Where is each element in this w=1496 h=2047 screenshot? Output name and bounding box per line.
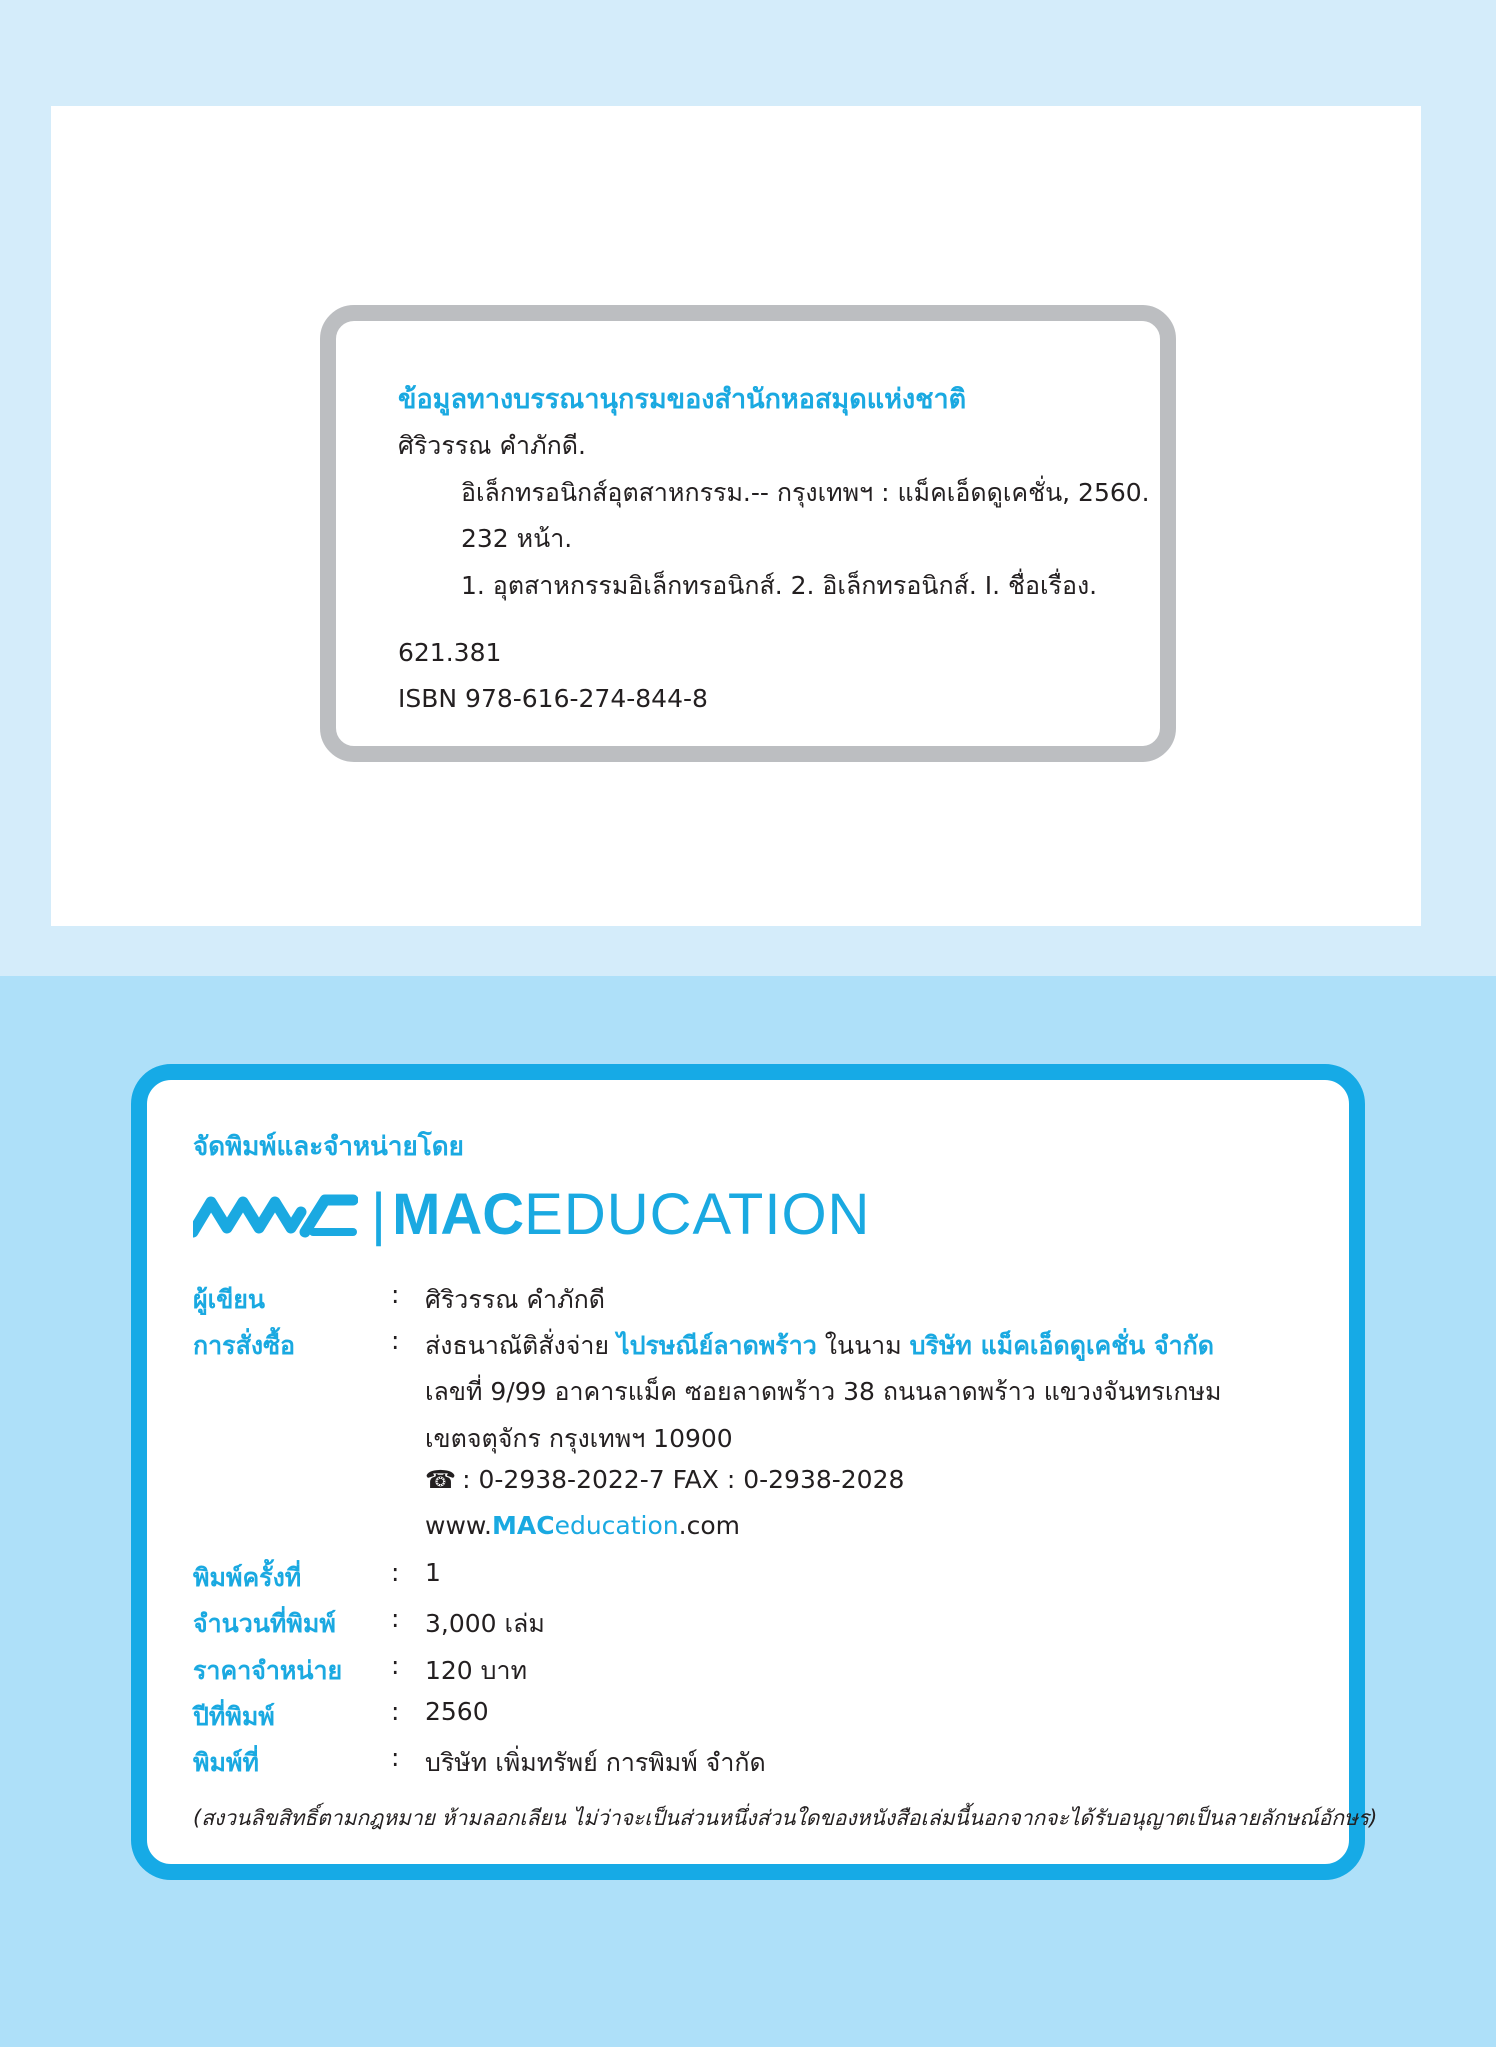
author-value: ศิริวรรณ คำภักดี [425,1285,605,1314]
mac-logo-icon [193,1190,358,1240]
author-label: ผู้เขียน [193,1285,266,1314]
website-link: www.MACeducation.com [425,1511,740,1540]
publisher-card: จัดพิมพ์และจำหน่ายโดย | MACEDUCATION ผู้เขียน : ศิริวรรณ คำภักดี การสั่งซื้อ : ส่งธนาณัติสั่งจ่าย ไปรษณีย์ลาดพร้าว ในนาม บริษัท แม็คเอ็ดดูเคชั่น จำกัด เลขที่ 9/99 อาคารแม็ค ซอยลาดพร้าว 38 ถนนลาดพร้าว แขวงจันทรเกษม เขตจตุจักร กรุงเทพฯ 10900 ☎ : 0-2938-2022-7 FAX : 0-2938-2028 www.MACeducation.com พิมพ์ครั้งที่ : 1 จำนวนที่พิมพ์ : 3,000 เล่ม ราคาจำหน่าย : 120 บาท ปีที่พิมพ์ : 2560 พิมพ์ที่ : บริษัท เพิ่มทรัพย์ การพิมพ์ จำกัด (สงวนลิขสิทธิ์ตามกฎหมาย ห้ามลอกเลียน ไม่ว่าจะเป็นส่วนหนึ่งส่วนใดของหนังสือเล่มนี้นอกจากจะได้รับอนุญาตเป็นลายลักษณ์อักษร) [131,1064,1365,1880]
catalog-title: ข้อมูลทางบรรณานุกรมของสำนักหอสมุดแห่งชาติ [398,384,967,415]
catalog-isbn: ISBN 978-616-274-844-8 [398,684,708,713]
catalog-classification: 621.381 [398,638,502,667]
copyright-note: (สงวนลิขสิทธิ์ตามกฎหมาย ห้ามลอกเลียน ไม่ว่าจะเป็นส่วนหนึ่งส่วนใดของหนังสือเล่มนี้นอกจากจะได้รับอนุญาตเป็นลายลักษณ์อักษร) [193,1806,1378,1830]
catalog-author: ศิริวรรณ คำภักดี. [398,431,586,460]
phone-icon: ☎ [425,1465,457,1494]
logo-wordmark: | MACEDUCATION [371,1182,871,1247]
phone-numbers: : 0-2938-2022-7 FAX : 0-2938-2028 [462,1465,905,1494]
catalog-line: อิเล็กทรอนิกส์อุตสาหกรรม.-- กรุงเทพฯ : แม็คเอ็ดดูเคชั่น, 2560. [461,478,1150,507]
order-value: ส่งธนาณัติสั่งจ่าย ไปรษณีย์ลาดพร้าว ในนาม บริษัท แม็คเอ็ดดูเคชั่น จำกัด [425,1331,1215,1360]
publisher-heading: จัดพิมพ์และจำหน่ายโดย [193,1132,464,1162]
catalog-line: 1. อุตสาหกรรมอิเล็กทรอนิกส์. 2. อิเล็กทรอนิกส์. I. ชื่อเรื่อง. [461,571,1098,600]
catalog-line: 232 หน้า. [461,524,573,553]
catalog-card [320,305,1176,762]
order-label: การสั่งซื้อ [193,1331,296,1360]
